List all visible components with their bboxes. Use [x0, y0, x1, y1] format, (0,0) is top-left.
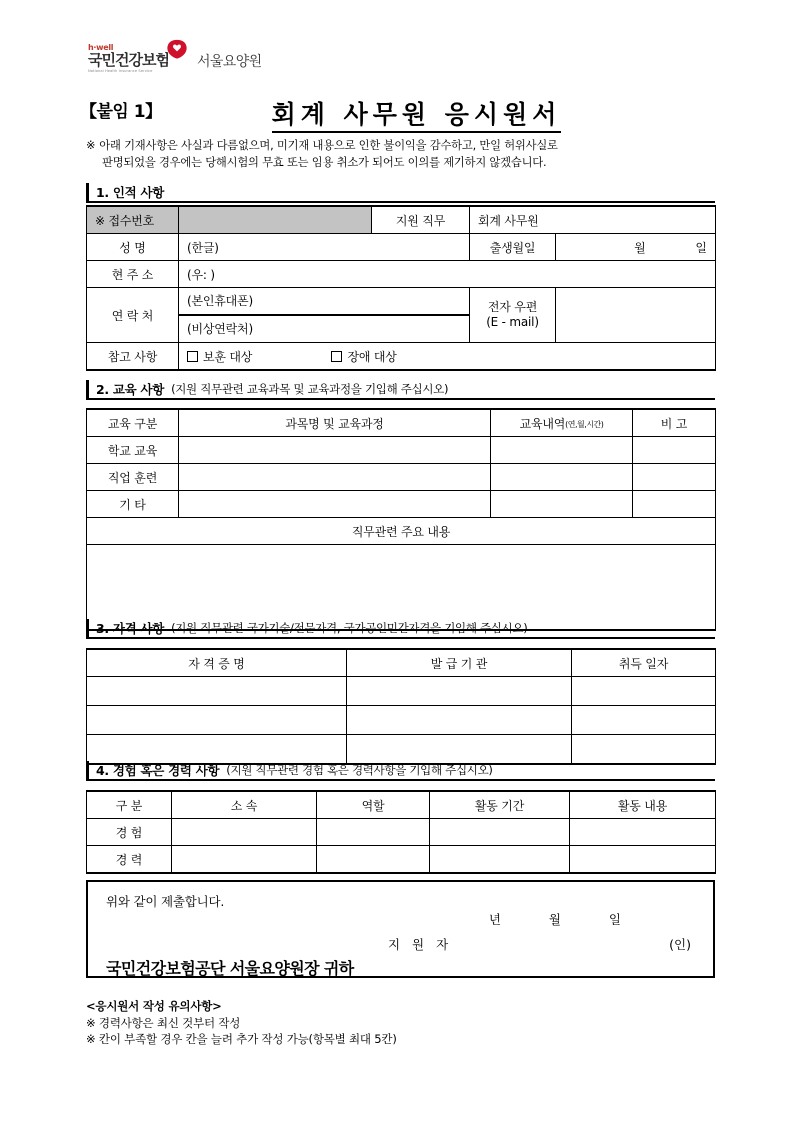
section-header-personal: [86, 183, 715, 203]
table-row-name: [87, 234, 716, 261]
experience-detail-1[interactable]: [570, 819, 716, 846]
attachment-label: 【붙임 1】: [80, 102, 162, 122]
seal-label: (인): [669, 937, 691, 952]
qualification-header-date: 취득 일자: [572, 649, 716, 677]
experience-header-row: [87, 791, 716, 819]
page-title-text: 회계 사무원 응시원서: [272, 100, 562, 133]
education-row-detail-vocational[interactable]: [491, 464, 633, 491]
experience-period-1[interactable]: [430, 819, 570, 846]
logo-hwell-text: h·well: [88, 43, 114, 52]
email-label-line1: 전자 우편: [487, 300, 538, 314]
section1-title: 1. 인적 사항: [96, 185, 165, 200]
qualification-header-row: [87, 649, 716, 677]
name-input[interactable]: (한글): [179, 234, 470, 261]
table-row-reference: [87, 343, 716, 371]
notice-line-2: 판명되었을 경우에는 당해시험의 무효 또는 임용 취소가 되어도 이의를 제기하지 않겠습니다.: [102, 156, 547, 169]
education-row-detail-school[interactable]: [491, 437, 633, 464]
qualification-cert-3[interactable]: [87, 735, 347, 765]
address-label: 현 주 소: [87, 261, 179, 288]
heart-icon: [166, 38, 188, 60]
footer-note-2: [86, 1031, 397, 1048]
table-row: [87, 706, 716, 735]
education-header-detail-text: 교육내역: [519, 416, 566, 431]
job-content-header-row: [87, 518, 716, 545]
job-value: 회계 사무원: [470, 206, 716, 234]
section-header-experience: [86, 761, 715, 781]
job-content-input[interactable]: [87, 545, 716, 631]
logo-english-name: National Health Insurance Service: [88, 69, 153, 73]
submission-statement: 위와 같이 제출합니다.: [106, 894, 225, 909]
table-row: [87, 846, 716, 874]
experience-header-org: 소 속: [172, 791, 317, 819]
address-input[interactable]: (우: ): [179, 261, 716, 288]
footer-note-1-text: 경력사항은 최신 것부터 작성: [98, 1015, 241, 1030]
education-row-detail-other[interactable]: [491, 491, 633, 518]
education-header-course: 과목명 및 교육과정: [179, 409, 491, 437]
education-table: [86, 408, 716, 631]
personal-info-table: [86, 205, 716, 371]
addressed-organization: 국민건강보험공단 서울요양원장 귀하: [106, 959, 354, 978]
qualification-issuer-2[interactable]: [347, 706, 572, 735]
education-row-course-other[interactable]: [179, 491, 491, 518]
section4-subtitle: (지원 직무관련 경험 혹은 경력사항을 기입해 주십시오): [226, 763, 493, 777]
education-header-remark: 비 고: [633, 409, 716, 437]
birth-month-label: 월: [634, 240, 646, 255]
education-row-label-other: 기 타: [87, 491, 179, 518]
contact-emergency-input[interactable]: (비상연락처): [187, 322, 253, 336]
experience-header-role: 역할: [317, 791, 430, 819]
qualification-issuer-3[interactable]: [347, 735, 572, 765]
table-row: [87, 735, 716, 765]
receipt-no-value[interactable]: [179, 206, 372, 234]
birth-input[interactable]: [556, 234, 716, 261]
education-row-label-vocational: 직업 훈련: [87, 464, 179, 491]
experience-label-career: 경 력: [87, 846, 172, 874]
section3-title: 3. 자격 사항: [96, 621, 165, 636]
contact-mobile-input[interactable]: (본인휴대폰): [179, 288, 469, 315]
experience-role-1[interactable]: [317, 819, 430, 846]
notice-mark: ※: [86, 139, 96, 152]
contact-emergency-cell: [179, 316, 470, 343]
birth-label: 출생월일: [470, 234, 556, 261]
notice-line-1: 아래 기재사항은 사실과 다름없으며, 미기재 내용으로 인한 불이익을 감수하고, 만일 허위사실로: [99, 139, 558, 152]
qualification-issuer-1[interactable]: [347, 677, 572, 706]
logo-text-block: [88, 44, 169, 74]
footer-note-1: [86, 1015, 397, 1032]
education-header-category: 교육 구분: [87, 409, 179, 437]
name-label: 성 명: [87, 234, 179, 261]
experience-header-detail: 활동 내용: [570, 791, 716, 819]
job-content-row: [87, 545, 716, 631]
birth-day-label: 일: [695, 240, 708, 255]
qualification-header-issuer: 발 급 기 관: [347, 649, 572, 677]
submission-block: [86, 880, 715, 978]
checkbox-veteran[interactable]: [187, 351, 198, 362]
email-label-line2: (E - mail): [486, 315, 539, 329]
table-row: [87, 437, 716, 464]
education-row-label-school: 학교 교육: [87, 437, 179, 464]
education-row-course-school[interactable]: [179, 437, 491, 464]
qualification-cert-1[interactable]: [87, 677, 347, 706]
reference-options: [179, 343, 716, 371]
checkbox-disability-label: 장애 대상: [347, 349, 397, 364]
organization-logo: [88, 44, 262, 74]
table-row-receipt: [87, 206, 716, 234]
table-row: [87, 819, 716, 846]
education-row-course-vocational[interactable]: [179, 464, 491, 491]
section4-title: 4. 경험 혹은 경력 사항: [96, 763, 220, 778]
logo-branch-name: 서울요양원: [196, 53, 262, 70]
experience-label-experience: 경 험: [87, 819, 172, 846]
submission-date-line[interactable]: 년 월 일: [488, 912, 643, 927]
email-label: [470, 288, 556, 343]
table-row-contact: [87, 288, 716, 316]
education-header-detail-note: (연,월,시간): [565, 419, 604, 429]
logo-korean-name: 국민건강보험: [88, 51, 169, 69]
education-header-row: [87, 409, 716, 437]
experience-table: [86, 790, 716, 874]
table-row: [87, 464, 716, 491]
section2-title: 2. 교육 사항: [96, 382, 165, 397]
section2-subtitle: (지원 직무관련 교육과목 및 교육과정을 기입해 주십시오): [171, 382, 449, 396]
section-header-qualification: [86, 619, 715, 639]
education-row-remark-other[interactable]: [633, 491, 716, 518]
table-row: [87, 677, 716, 706]
experience-org-2[interactable]: [172, 846, 317, 874]
section3-subtitle: (지원 직무관련 국가기술/전문자격, 국가공인민간자격을 기입해 주십시오): [171, 621, 528, 635]
qualification-header-cert: 자 격 증 명: [87, 649, 347, 677]
table-row-address: [87, 261, 716, 288]
section-header-education: [86, 380, 715, 400]
applicant-label: 지 원 자: [388, 937, 453, 952]
education-row-remark-vocational[interactable]: [633, 464, 716, 491]
experience-detail-2[interactable]: [570, 846, 716, 874]
footer-title: <응시원서 작성 유의사항>: [86, 999, 222, 1013]
contact-mobile-cell: [179, 288, 470, 316]
email-input[interactable]: [556, 288, 716, 343]
checkbox-veteran-label: 보훈 대상: [203, 349, 253, 364]
experience-org-1[interactable]: [172, 819, 317, 846]
qualification-date-2[interactable]: [572, 706, 716, 735]
experience-header-period: 활동 기간: [430, 791, 570, 819]
table-row: [87, 491, 716, 518]
qualification-date-1[interactable]: [572, 677, 716, 706]
reference-label: 참고 사항: [87, 343, 179, 371]
qualification-cert-2[interactable]: [87, 706, 347, 735]
job-label: 지원 직무: [372, 206, 470, 234]
declaration-notice: [86, 137, 726, 171]
checkbox-disability[interactable]: [331, 351, 342, 362]
education-row-remark-school[interactable]: [633, 437, 716, 464]
qualification-table: [86, 648, 716, 765]
education-header-detail: [491, 409, 633, 437]
page-title: [0, 95, 793, 131]
footer-note-2-text: 칸이 부족할 경우 칸을 늘려 추가 작성 가능(항목별 최대 5칸): [98, 1032, 397, 1046]
qualification-date-3[interactable]: [572, 735, 716, 765]
footer-note-1-mark: ※: [86, 1015, 96, 1030]
footer-note-2-mark: ※: [86, 1032, 96, 1046]
experience-period-2[interactable]: [430, 846, 570, 874]
experience-role-2[interactable]: [317, 846, 430, 874]
receipt-no-label: ※ 접수번호: [87, 206, 179, 234]
experience-header-category: 구 분: [87, 791, 172, 819]
job-content-header: 직무관련 주요 내용: [87, 518, 716, 545]
footer-notes: [86, 998, 397, 1048]
contact-label: 연 락 처: [87, 288, 179, 343]
